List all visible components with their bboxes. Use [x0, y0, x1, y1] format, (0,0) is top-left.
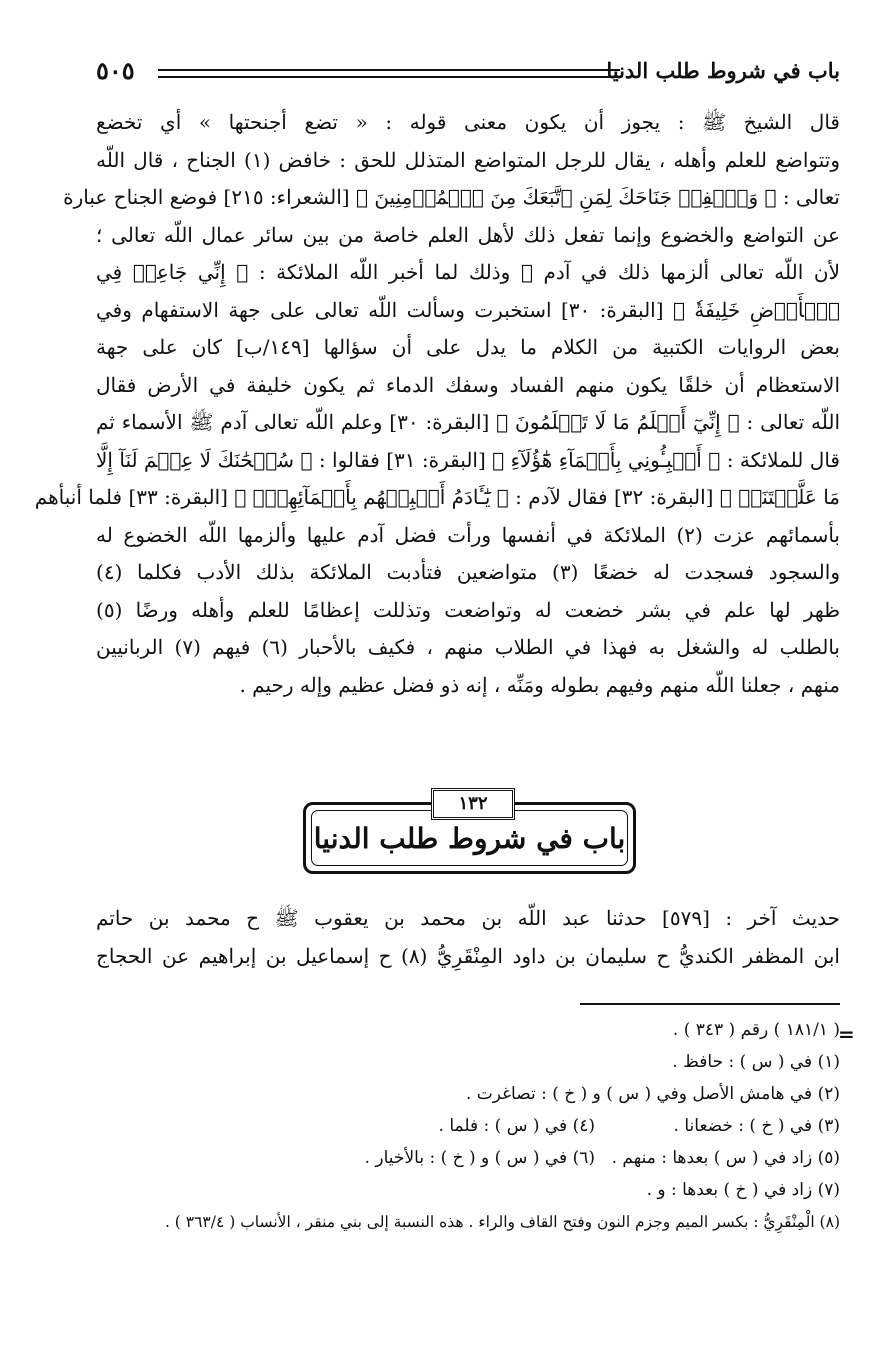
footnote-3: (٣) في ( خ ) : خضعانا . [673, 1116, 840, 1136]
running-title: باب في شروط طلب الدنيا [606, 58, 840, 83]
chapter-number: ١٣٢ [431, 788, 515, 820]
text-line: حديث آخر : [٥٧٩] حدثنا عبد اللّه بن محمد بن يعقوب ﷺ ح محمد بن حاتم [96, 906, 841, 930]
text-line: عن التواضع والخضوع وإنما تفعل ذلك لأهل العلم خاصة من بين سائر عمال اللّه تعالى ؛ [96, 222, 840, 247]
footnote-5: (٥) زاد في ( س ) بعدها : منهم . [611, 1148, 840, 1168]
text-line: قال الشيخ ﷺ : يجوز أن يكون معنى قوله : « تضع أجنحتها » أي تخضع [96, 110, 840, 134]
footnote-1: (١) في ( س ) : حافظ . [672, 1052, 840, 1072]
footnote-4: (٤) في ( س ) : فلما . [438, 1116, 595, 1136]
footnote-6: (٦) في ( س ) و ( خ ) : بالأخيار . [364, 1148, 595, 1168]
text-line: وتتواضع للعلم وأهله ، يقال للرجل المتواضع المتذلل للحق : خافض (١) الجناح ، قال اللّه [96, 147, 840, 172]
footnote-separator [580, 1003, 840, 1005]
text-line: بعض الروايات الكتبية من الكلام ما يدل على أن سؤالها [١٤٩/ب] كان على جهة [96, 335, 840, 359]
text-line: لأن اللّه تعالى ألزمها ذلك في آدم ﷺ وذلك لما أخبر اللّه الملائكة : ﴿ إِنِّي جَاعِلٞ فِي [96, 260, 840, 284]
text-line: ابن المظفر الكنديُّ ح سليمان بن داود المِنْقَرِيُّ (٨) ح إسماعيل بن إبراهيم عن الحجاج [96, 943, 840, 968]
text-line: مَا عَلَّمۡتَنَآۖ ﴾ [البقرة: ٣٢] فقال لآدم : ﴿ يَٰٓـَٔادَمُ أَنۢبِئۡهُم بِأَسۡمَآئِهِمۡۖ ﴾ [البقرة: ٣٣] فلما أنبأهم [34, 485, 840, 509]
text-line: بأسمائهم عزت (٢) الملائكة في أنفسها ورأت فضل آدم عليها وألزمها اللّه الخضوع له [96, 522, 840, 547]
continuation-mark: = [838, 1022, 855, 1046]
footnote-2: (٢) في هامش الأصل وفي ( س ) و ( خ ) : تصاغرت . [465, 1084, 840, 1104]
chapter-heading [303, 788, 636, 880]
text-line: تعالى : ﴿ وَٱخۡفِضۡ جَنَاحَكَ لِمَنِ ٱتَّبَعَكَ مِنَ ٱلۡمُؤۡمِنِينَ ﴾ [الشعراء: ٢١٥] فوضع الجناح عبارة [63, 185, 840, 209]
main-text [34, 104, 840, 704]
text-line: ٱلۡأَرۡضِ خَلِيفَةٗ ﴾ [البقرة: ٣٠] استخبرت وسألت اللّه تعالى على جهة الاستفهام وفي [96, 297, 840, 322]
footnote-row [96, 1142, 840, 1174]
footnote-8: (٨) الْمِنْقَرِيُّ : بكسر الميم وجزم النون وفتح القاف والراء . هذه النسبة إلى بني منقر ، الأنساب ( ٣٦٣/٤ ) . [164, 1213, 840, 1231]
footnote-continuation: ( ١٨١/١ ) رقم ( ٣٤٣ ) . [672, 1020, 840, 1040]
hadith-text [96, 900, 840, 975]
text-line: الاستعظام أن خلقًا يكون منهم الفساد وسفك الدماء ثم يكون خليفة في الأرض فقال [96, 372, 840, 397]
footnote-row [96, 1110, 840, 1142]
text-line: اللّه تعالى : ﴿ إِنِّيٓ أَعۡلَمُ مَا لَا تَعۡلَمُونَ ﴾ [البقرة: ٣٠] وعلم اللّه تعالى آدم ﷺ الأسماء ثم [96, 410, 840, 434]
footnote-7: (٧) زاد في ( خ ) بعدها : و . [646, 1180, 840, 1200]
text-line: قال للملائكة : ﴿ أَنۢبِـُٔونِي بِأَسۡمَآءِ هَٰٓؤُلَآءِ ﴾ [البقرة: ٣١] فقالوا : ﴿ سُبۡحَٰنَكَ لَا عِلۡمَ لَنَآ إِلَّا [96, 447, 840, 472]
text-line: منهم ، جعلنا اللّه منهم وفيهم بطوله ومَنِّه ، إنه ذو فضل عظيم وإله رحيم . [239, 672, 840, 697]
footnotes [96, 1014, 840, 1238]
page-header [96, 58, 840, 92]
text-line: بالطلب له والشغل به فهذا في الطلاب منهم ، فكيف بالأحبار (٦) فيهم (٧) الربانيين [96, 635, 840, 659]
chapter-title: باب في شروط طلب الدنيا [311, 810, 628, 866]
header-rule [158, 69, 620, 78]
page-number: ٥٠٥ [96, 56, 135, 85]
text-line: ظهر لها علم في بشر خضعت له وتواضعت وتذللت إعظامًا للعلم وأهله ورضًا (٥) [96, 597, 840, 622]
text-line: والسجود فسجدت له خضعًا (٣) متواضعين فتأدبت الملائكة بذلك الأدب فكلما (٤) [96, 560, 840, 584]
